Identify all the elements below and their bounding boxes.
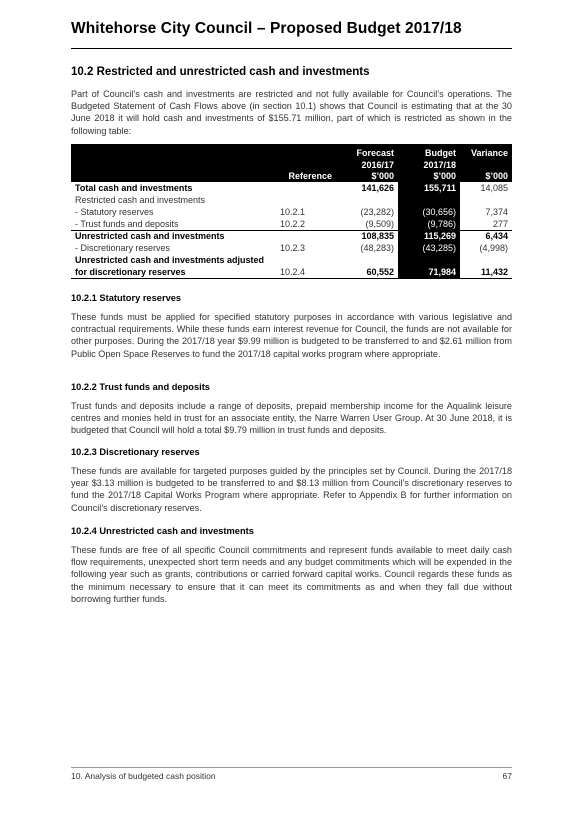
header-forecast: Forecast: [336, 144, 398, 159]
row-label: - Trust funds and deposits: [75, 218, 179, 229]
row-label: - Statutory reserves: [75, 206, 154, 217]
row-ref: [276, 194, 336, 206]
table-row: [71, 254, 512, 266]
page-number: 67: [502, 771, 512, 781]
subsection-body-unrestricted: These funds are free of all specific Council commitments and represent funds available to meet daily cash flow requirements, unexpected short term needs and any budget commitments which will be expended in the following year such as grants, contributions or carried forward capital works. Council regards these funds as the minimum necessary to ensure that it can meet its commitments as and when they fall due without borrowing further funds.: [71, 545, 512, 604]
header-budget-unit: $’000: [398, 171, 460, 183]
row-ref: [276, 254, 336, 266]
subsection-body-discretionary: These funds are available for targeted purposes guided by the principles set by Council. During the 2017/18 year $3.13 million is budgeted to be transferred to and $8.13 million from Council’s discretionary reserves to fund the 2017/18 Capital Works Program where appropriate. Refer to Appendix B for further information on Council’s discretionary reserves.: [71, 466, 512, 513]
row-budget: [398, 194, 460, 206]
row-forecast: [336, 194, 398, 206]
row-ref: [276, 230, 336, 242]
section-intro-paragraph: Part of Council’s cash and investments are restricted and not fully available for Council’s operations. The Budgeted Statement of Cash Flows above (in section 10.1) shows that Council is estimating that at the 30 June 2018 it will hold cash and investments of $155.71 million, part of which is restricted as shown in the following table:: [71, 89, 512, 136]
row-label: Unrestricted cash and investments: [71, 230, 276, 242]
table-row: [71, 218, 512, 230]
row-forecast: [336, 254, 398, 266]
row-ref: 10.2.1: [280, 206, 306, 217]
row-variance: 7,374: [485, 206, 508, 217]
row-forecast: (23,282): [360, 206, 394, 217]
header-blank: [276, 159, 336, 171]
header-variance-unit: $’000: [460, 171, 512, 183]
subsection-title-statutory: 10.2.1 Statutory reserves: [71, 293, 182, 303]
row-ref: [276, 182, 336, 194]
row-forecast: 141,626: [361, 183, 394, 194]
footer-divider: [71, 767, 512, 768]
row-label: - Discretionary reserves: [75, 243, 171, 254]
header-blank: [460, 159, 512, 171]
row-variance: 14,085: [480, 183, 508, 194]
row-label: Total cash and investments: [75, 183, 193, 194]
header-divider: [71, 48, 512, 49]
header-budget-year: 2017/18: [398, 159, 460, 171]
header-forecast-unit: $’000: [336, 171, 398, 183]
subsection-title-unrestricted: 10.2.4 Unrestricted cash and investments: [71, 526, 254, 536]
header-blank: [71, 159, 276, 171]
row-budget: (30,656): [398, 206, 460, 218]
subsection-body-statutory: These funds must be applied for specified statutory purposes in accordance with various legislative and contractual requirements. While these funds earn interest revenue for Council, the funds are not available for other purposes. During the 2017/18 year $9.99 million is budgeted to be transferred to and $2.61 million from Public Open Space Reserves to fund the 2017/18 capital works program where appropriate.: [71, 312, 512, 359]
row-variance: [460, 254, 512, 266]
row-ref: 10.2.4: [276, 266, 336, 278]
header-blank: [71, 144, 276, 159]
row-budget: [398, 254, 460, 266]
table-row: [71, 266, 512, 278]
table-row: [71, 206, 512, 218]
row-budget: (9,786): [398, 218, 460, 230]
row-variance: 6,434: [460, 230, 512, 242]
row-forecast: (48,283): [360, 243, 394, 254]
row-ref: 10.2.3: [280, 243, 306, 254]
row-variance: 277: [492, 218, 508, 229]
cash-investments-table: [71, 144, 512, 279]
table-row: [71, 182, 512, 194]
header-variance: Variance: [460, 144, 512, 159]
footer-chapter: 10. Analysis of budgeted cash position: [71, 771, 216, 781]
row-forecast: 60,552: [336, 266, 398, 278]
row-variance: [460, 194, 512, 206]
row-forecast: 108,835: [336, 230, 398, 242]
header-blank: [276, 144, 336, 159]
row-budget: 155,711: [398, 182, 460, 194]
row-ref: 10.2.2: [280, 218, 306, 229]
table-row: [71, 230, 512, 242]
row-label: for discretionary reserves: [71, 266, 276, 278]
page-header-title: Whitehorse City Council – Proposed Budget 2017/18: [71, 20, 462, 37]
row-variance: 11,432: [460, 266, 512, 278]
row-label: Unrestricted cash and investments adjusted: [75, 255, 265, 266]
row-budget: 71,984: [398, 266, 460, 278]
subsection-title-trust: 10.2.2 Trust funds and deposits: [71, 382, 210, 392]
table-header-row: [71, 144, 512, 159]
table-header-row: [71, 171, 512, 183]
header-budget: Budget: [398, 144, 460, 159]
row-budget: 115,269: [398, 230, 460, 242]
subsection-body-trust: Trust funds and deposits include a range of deposits, prepaid membership income for the Aqualink leisure centres and monies held in trust for an associate entity, the Narre Warren User Group. At 30 June 2018, it is budgeted that Council will hold a total $9.79 million in trust funds and deposits.: [71, 401, 512, 436]
row-variance: (4,998): [479, 243, 508, 254]
row-budget: (43,285): [398, 242, 460, 254]
header-forecast-year: 2016/17: [336, 159, 398, 171]
row-label: Restricted cash and investments: [75, 195, 206, 206]
row-forecast: (9,509): [365, 218, 394, 229]
header-reference: Reference: [276, 171, 336, 183]
table-row: [71, 194, 512, 206]
subsection-title-discretionary: 10.2.3 Discretionary reserves: [71, 447, 200, 457]
table-header-row: [71, 159, 512, 171]
section-title: 10.2 Restricted and unrestricted cash and investments: [71, 66, 370, 78]
header-blank: [71, 171, 276, 183]
table-row: [71, 242, 512, 254]
